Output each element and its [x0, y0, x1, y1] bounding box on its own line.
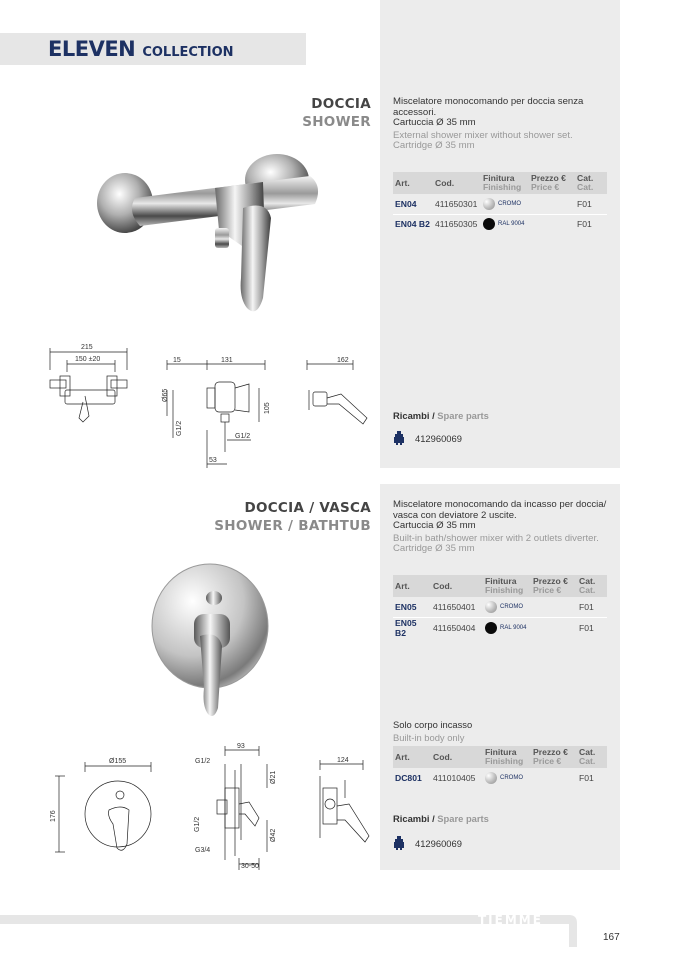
col-finish-it: Finitura — [485, 576, 517, 586]
col-cat — [575, 172, 607, 194]
spare-parts-label — [393, 410, 489, 421]
info-panel-shower — [380, 0, 620, 468]
dim-21: Ø21 — [270, 770, 277, 784]
dim-42: Ø42 — [270, 828, 277, 842]
product-description — [393, 500, 618, 555]
col-finish — [481, 172, 529, 194]
col-price-it: Prezzo € — [533, 576, 568, 586]
col-finish-en: Finishing — [483, 182, 522, 192]
bathtub-technical-drawing — [45, 740, 385, 875]
chrome-swatch-icon — [483, 198, 495, 210]
dim-65: Ø65 — [162, 388, 169, 402]
spare-label-en: Spare parts — [437, 410, 489, 421]
row-finish — [483, 617, 531, 638]
dim-105: 105 — [264, 402, 271, 414]
col-price-en: Price € — [531, 182, 560, 192]
section-title-en: SHOWER / BATHTUB — [214, 518, 371, 534]
shower-mixer-image — [95, 148, 330, 318]
body-only-table — [393, 746, 607, 788]
dim-15: 15 — [173, 357, 181, 364]
col-price-en: Price € — [533, 756, 562, 766]
table-row — [393, 214, 607, 234]
pipe-graphic — [555, 913, 585, 947]
black-swatch-icon — [485, 622, 497, 634]
col-cat-it: Cat. — [577, 173, 594, 183]
col-art: Art. — [393, 746, 431, 768]
spare-parts-label — [393, 813, 489, 824]
spare-part-code: 412960069 — [415, 837, 462, 849]
row-cat: F01 — [579, 622, 594, 633]
row-art: EN05 B2 — [395, 617, 417, 638]
dim-215: 215 — [81, 344, 93, 351]
row-cod: 411650305 — [435, 219, 478, 230]
row-cat: F01 — [577, 219, 592, 230]
row-cod: 411010405 — [433, 773, 476, 783]
dim-g12-vertical: G1/2 — [176, 420, 183, 436]
collection-title — [48, 37, 234, 61]
black-swatch-icon — [483, 218, 495, 230]
cartridge-en: Cartridge Ø 35 mm — [393, 543, 475, 554]
row-cat: F01 — [577, 597, 607, 617]
row-finish — [481, 194, 529, 214]
row-art: EN04 — [393, 194, 433, 214]
cartridge-en: Cartridge Ø 35 mm — [393, 140, 475, 151]
dim-53: 53 — [209, 457, 217, 464]
row-price — [529, 194, 575, 214]
row-price — [531, 617, 577, 638]
finish-label: CROMO — [500, 775, 523, 781]
dim-30-50: 30-50 — [241, 863, 259, 870]
col-price — [529, 172, 575, 194]
table-header — [393, 172, 607, 194]
col-finish-it: Finitura — [483, 173, 515, 183]
row-price — [531, 597, 577, 617]
table-header — [393, 746, 607, 768]
cartridge-icon — [393, 836, 405, 850]
row-finish — [481, 214, 529, 234]
col-cod: Cod. — [433, 172, 481, 194]
table-row — [393, 194, 607, 214]
finish-label: RAL 9004 — [498, 221, 525, 228]
row-art: DC801 — [395, 773, 422, 783]
col-finish — [483, 575, 531, 597]
col-cat-en: Cat. — [579, 756, 596, 766]
product-table — [393, 575, 607, 638]
table-row — [393, 617, 607, 638]
dim-162: 162 — [337, 357, 349, 364]
page-number: 167 — [603, 932, 620, 943]
spare-part-item — [393, 836, 462, 850]
row-finish — [483, 768, 531, 788]
dim-g12-side: G1/2 — [194, 816, 201, 832]
dim-131: 131 — [221, 357, 233, 364]
brand-logo: TIEMME — [478, 913, 543, 927]
dim-124: 124 — [337, 757, 349, 764]
col-cod: Cod. — [431, 746, 483, 768]
cartridge-it: Cartuccia Ø 35 mm — [393, 520, 476, 531]
col-price — [531, 575, 577, 597]
col-finish-en: Finishing — [485, 756, 524, 766]
description-en: External shower mixer without shower set. — [393, 129, 573, 141]
col-finish — [483, 746, 531, 768]
description-en: Built-in bath/shower mixer with 2 outlets diverter. — [393, 532, 599, 544]
col-cat-it: Cat. — [579, 576, 596, 586]
finish-label: RAL 9004 — [500, 624, 527, 631]
spare-part-code: 412960069 — [415, 432, 462, 444]
row-cat: F01 — [575, 194, 607, 214]
col-price-en: Price € — [533, 585, 562, 595]
dim-g34: G3/4 — [195, 847, 211, 854]
col-cat-it: Cat. — [579, 747, 596, 757]
row-finish — [483, 597, 531, 617]
section-title-en: SHOWER — [302, 114, 371, 130]
col-price — [531, 746, 577, 768]
spare-label-en: Spare parts — [437, 813, 489, 824]
built-in-mixer-image — [148, 560, 278, 720]
col-art: Art. — [393, 575, 431, 597]
spare-label-it: Ricambi / — [393, 813, 435, 824]
col-cat — [577, 575, 607, 597]
body-label-en: Built-in body only — [393, 732, 465, 743]
col-price-it: Prezzo € — [531, 173, 566, 183]
dim-176: 176 — [50, 810, 57, 822]
spare-part-item — [393, 431, 462, 445]
col-finish-en: Finishing — [485, 585, 524, 595]
col-cat-en: Cat. — [577, 182, 594, 192]
dim-93: 93 — [237, 743, 245, 750]
finish-label: CROMO — [500, 603, 523, 610]
body-label-it: Solo corpo incasso — [393, 719, 473, 730]
row-cod: 411650301 — [433, 194, 481, 214]
dim-150: 150 ±20 — [75, 356, 101, 363]
table-row — [393, 768, 607, 788]
built-in-body-label — [393, 718, 472, 744]
col-cod: Cod. — [431, 575, 483, 597]
section-title-it: DOCCIA / VASCA — [244, 500, 371, 516]
col-cat-en: Cat. — [579, 585, 596, 595]
col-price-it: Prezzo € — [533, 747, 568, 757]
collection-name: ELEVEN — [48, 37, 136, 61]
dim-155: Ø155 — [109, 758, 127, 765]
description-it: Miscelatore monocomando da incasso per doccia/ vasca con deviatore 2 uscite. — [393, 499, 607, 521]
col-cat — [577, 746, 607, 768]
collection-label: COLLECTION — [142, 45, 234, 60]
product-description — [393, 97, 618, 152]
chrome-swatch-icon — [485, 601, 497, 613]
row-price — [529, 214, 575, 234]
row-art: EN05 — [393, 597, 431, 617]
shower-technical-drawing — [45, 340, 385, 470]
row-cod: 411650404 — [433, 622, 476, 633]
spare-label-it: Ricambi / — [393, 410, 435, 421]
row-price — [531, 768, 577, 788]
row-art: EN04 B2 — [395, 219, 430, 230]
row-cod: 411650401 — [431, 597, 483, 617]
col-art: Art. — [393, 172, 433, 194]
finish-label: CROMO — [498, 200, 521, 207]
chrome-swatch-icon — [485, 772, 497, 784]
dim-g12: G1/2 — [235, 433, 251, 440]
row-cat: F01 — [579, 773, 594, 783]
section-title-shower — [302, 95, 371, 131]
table-header — [393, 575, 607, 597]
footer-line — [0, 915, 560, 924]
cartridge-it: Cartuccia Ø 35 mm — [393, 117, 476, 128]
table-row — [393, 597, 607, 617]
section-title-it: DOCCIA — [311, 96, 371, 112]
product-table — [393, 172, 607, 234]
description-it: Miscelatore monocomando per doccia senza accessori. — [393, 96, 584, 118]
cartridge-icon — [393, 431, 405, 445]
col-finish-it: Finitura — [485, 747, 517, 757]
dim-g12-top: G1/2 — [195, 758, 211, 765]
section-title-bathtub — [214, 499, 371, 535]
